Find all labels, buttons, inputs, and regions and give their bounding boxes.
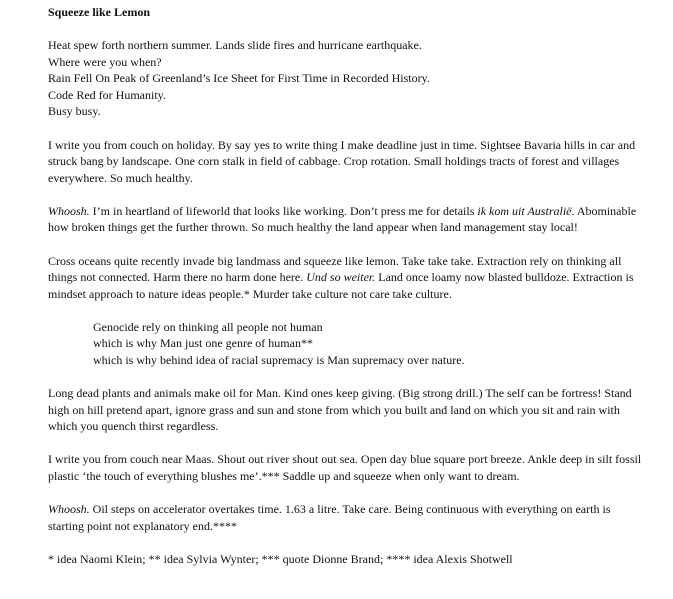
paragraph-bavaria: I write you from couch on holiday. By say yes to write thing I make deadline just in time. Sightsee Bavaria hills in car and struck bang by landscape. One corn stalk in field of cabbage. Crop rotation. Small holdings tracts of forest and villages everywhere. So much healthy.: [48, 137, 636, 185]
quote-line: which is why behind idea of racial supremacy is Man supremacy over nature.: [93, 353, 465, 367]
paragraph-text: Oil steps on accelerator overtakes time. 1.63 a litre. Take care. Being continuous with everything on earth is starting point not explanatory end.****: [48, 502, 611, 533]
document-page: [48, 4, 648, 567]
italic-dutch-phrase: ik kom uit Australië: [477, 203, 572, 218]
footnotes: * idea Naomi Klein; ** idea Sylvia Wynter; *** quote Dionne Brand; **** idea Alexis Shotwell: [48, 551, 513, 566]
paragraph-maas: I write you from couch near Maas. Shout out river shout out sea. Open day blue square port breeze. Ankle deep in silt fossil plastic ‘the touch of everything blushes me’.*** Saddle up and squeeze when only want to dream.: [48, 452, 642, 483]
quote-line: which is why Man just one genre of human**: [93, 336, 313, 351]
indented-quote: [93, 319, 648, 369]
opening-stanza: [48, 37, 648, 120]
paragraph-text: Land once loamy now blasted bulldoze. Extraction is mindset approach to nature ideas people.* Murder take culture not care take culture.: [48, 270, 634, 301]
opening-line: Heat spew forth northern summer. Lands slide fires and hurricane earthquake.: [48, 38, 422, 53]
quote-line: Genocide rely on thinking all people not human: [93, 319, 323, 334]
paragraph-heartland: [48, 203, 648, 236]
opening-line: Where were you when?: [48, 54, 162, 69]
paragraph-text: . Abominable how broken things get the further thrown. So much healthy the land appear when land management stay local!: [48, 203, 637, 235]
opening-line: Code Red for Humanity.: [48, 87, 166, 102]
opening-line: Rain Fell On Peak of Greenland’s Ice Sheet for First Time in Recorded History.: [48, 71, 430, 86]
paragraph-text: Cross oceans quite recently invade big landmass and squeeze like lemon. Take take take. Extraction rely on thinking all things not connected. Harm there no harm done here.: [48, 253, 622, 285]
paragraph-extraction: [48, 253, 648, 303]
paragraph-accelerator: [48, 501, 648, 534]
paragraph-text: I’m in heartland of lifeworld that looks like working. Don’t press me for details: [89, 203, 478, 218]
italic-whoosh: Whoosh.: [48, 502, 90, 517]
opening-line: Busy busy.: [48, 104, 101, 119]
paragraph-oil: Long dead plants and animals make oil for Man. Kind ones keep giving. (Big strong drill.) The self can be fortress! Stand high on hill pretend apart, ignore grass and sun and stone from which you built and land on which you sit and rain with which you quench thirst regardless.: [48, 386, 632, 434]
italic-und-so-weiter: Und so weiter.: [306, 270, 376, 285]
italic-whoosh: Whoosh.: [48, 203, 90, 218]
poem-title: Squeeze like Lemon: [48, 5, 150, 19]
